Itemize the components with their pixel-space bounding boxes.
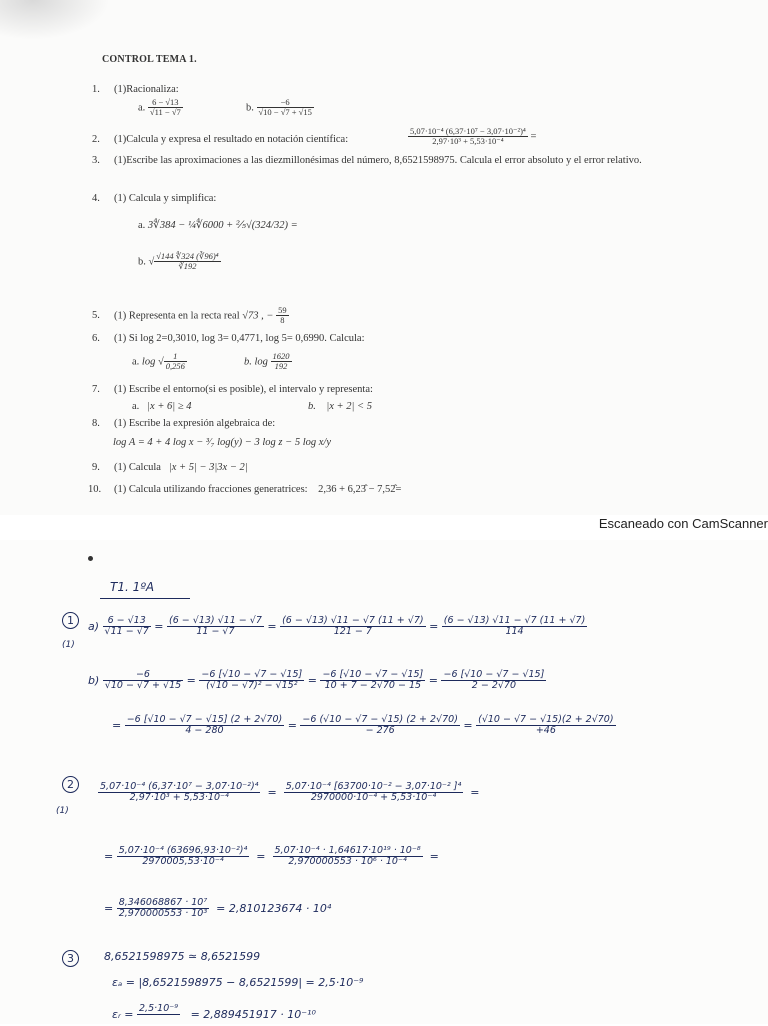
answer-1b-line2: = $\frac{-6 [√10 - √7 - √15] (2 + 2√70)}{4 - 280}$ = $\frac{-6 (√10 - √7 - √15) (2 + 2√70)}{- 276}$ = $\frac{(√10 - √7 - √15)(2 + 2√70)}{+46}$	[112, 714, 614, 737]
q1-b-fraction: $\frac{-6}{√10 - √7 + √15}$	[258, 97, 312, 118]
question-7: 7. (1) Escribe el entorno(si es posible), el intervalo y representa:	[92, 384, 373, 395]
question-3: 3. (1)Escribe las aproximaciones a las diezmillonésimas del número, 8,6521598975. Calcula el error absoluto y el error relativo.	[92, 155, 642, 166]
answer-2-line2: = $\frac{\text{5,07·10⁻⁴ (63696,93·10⁻²)⁴}}{\text{2970005,53·10⁻⁴}}$ = $\frac{\text{5,07·10⁻⁴ · 1,64617·10¹⁹ · 10⁻⁸}}{\text{2,970000553 · 10⁶ · 10⁻⁴}}$ =	[104, 845, 439, 868]
answer-3-line2: εₐ = |8,6521598975 − 8,6521599| = 2,5·10⁻⁹	[112, 976, 364, 989]
answer-3-marker: 3	[62, 950, 79, 967]
q4-b: b. √ $\frac{\text{√144 ∜324 (∛96)⁴}}{∛192}$	[138, 251, 219, 272]
answer-1b-line1: b) $\frac{-6}{√10 - √7 + √15}$ = $\frac{-6 [√10 - √7 - √15]}{\text{(√10 − √7)² − √15²}}$ = $\frac{-6 [√10 - √7 - √15]}{10 + 7 - 2√70 - 15}$ = $\frac{-6 [√10 - √7 - √15]}{2 - 2√70}$	[88, 669, 545, 692]
q7-a: a. |x + 6| ≥ 4	[132, 401, 192, 412]
question-4: 4. (1) Calcula y simplifica:	[92, 193, 217, 204]
q1-a-fraction: $\frac{6 - √13}{√11 - √7}$	[149, 97, 181, 118]
answer-1-score: (1)	[62, 640, 75, 650]
answer-3-line1: 8,6521598975 ≃ 8,6521599	[104, 950, 261, 963]
question-2: 2. (1)Calcula y expresa el resultado en notación científica:	[92, 134, 349, 145]
q4-a: a. 3∜384 − ¼∜6000 + ⅖√(324/32) =	[138, 220, 298, 231]
answer-1a: a) $\frac{6 - √13}{√11 - √7}$ = $\frac{(6 - √13) √11 - √7}{11 - √7}$ = $\frac{(6 - √13) √11 - √7 (11 + √7)}{121 - 7}$ = $\frac{(6 - √13) √11 - √7 (11 + √7)}{114}$	[88, 615, 586, 638]
q2-expression: $\frac{\text{5,07·10⁻⁴ (6,37·10⁷ − 3,07·10⁻²)⁴}}{\text{2,97·10³ + 5,53·10⁻⁴}}$ =	[410, 126, 537, 147]
answer-2-marker: 2	[62, 776, 79, 793]
answer-1-marker: 1	[62, 612, 79, 629]
q7-b: b. |x + 2| < 5	[308, 401, 372, 412]
q8-expression: log A = 4 + 4 log x − ³⁄₇ log(y) − 3 log z − 5 log x/y	[113, 437, 331, 448]
question-8: 8. (1) Escribe la expresión algebraica de:	[92, 418, 276, 429]
question-5: 5. (1) Representa en la recta real √73 , − $\frac{59}{8}$	[92, 305, 287, 326]
answer-2-score: (1)	[56, 806, 69, 816]
answer-2-line1: $\frac{\text{5,07·10⁻⁴ (6,37·10⁷ − 3,07·10⁻²)⁴}}{\text{2,97·10³ + 5,53·10⁻⁴}}$ = $\frac{\text{5,07·10⁻⁴ [63700·10⁻² − 3,07·10⁻² ]⁴}}{\text{2970000·10⁻⁴ + 5,53·10⁻⁴}}$ =	[100, 781, 480, 804]
q6-b: b. log $\frac{1620}{192}$	[244, 351, 290, 372]
answers-header: T1. 1ºA	[110, 580, 155, 594]
q1-a: a. $\frac{6 - √13}{√11 - √7}$	[138, 97, 181, 118]
question-9: 9. (1) Calcula |x + 5| − 3|3x − 2|	[92, 462, 248, 473]
exam-title: CONTROL TEMA 1.	[102, 54, 197, 65]
ink-mark	[88, 556, 93, 561]
question-1: 1. (1)Racionaliza:	[92, 84, 179, 95]
header-underline	[100, 598, 190, 599]
answer-3-line3: εᵣ = 2,5·10⁻⁹ = 2,889451917 · 10⁻¹⁰	[112, 1003, 316, 1021]
question-6: 6. (1) Si log 2=0,3010, log 3= 0,4771, log 5= 0,6990. Calcula:	[92, 333, 365, 344]
scan-shadow	[0, 0, 110, 40]
answer-2-line3: = $\frac{\text{8,346068867 · 10⁷}}{\text{2,970000553 · 10³}}$ = 2,810123674 · 10⁴	[104, 897, 332, 920]
question-10: 10. (1) Calcula utilizando fracciones generatrices: 2,36 + 6,23̂ − 7,52̂=	[88, 484, 402, 495]
camscanner-footer: Escaneado con CamScanner	[598, 516, 768, 531]
q1-b: b. $\frac{-6}{√10 - √7 + √15}$	[246, 97, 312, 118]
q6-a: a. log √ $\frac{1}{0,256}$	[132, 351, 185, 372]
